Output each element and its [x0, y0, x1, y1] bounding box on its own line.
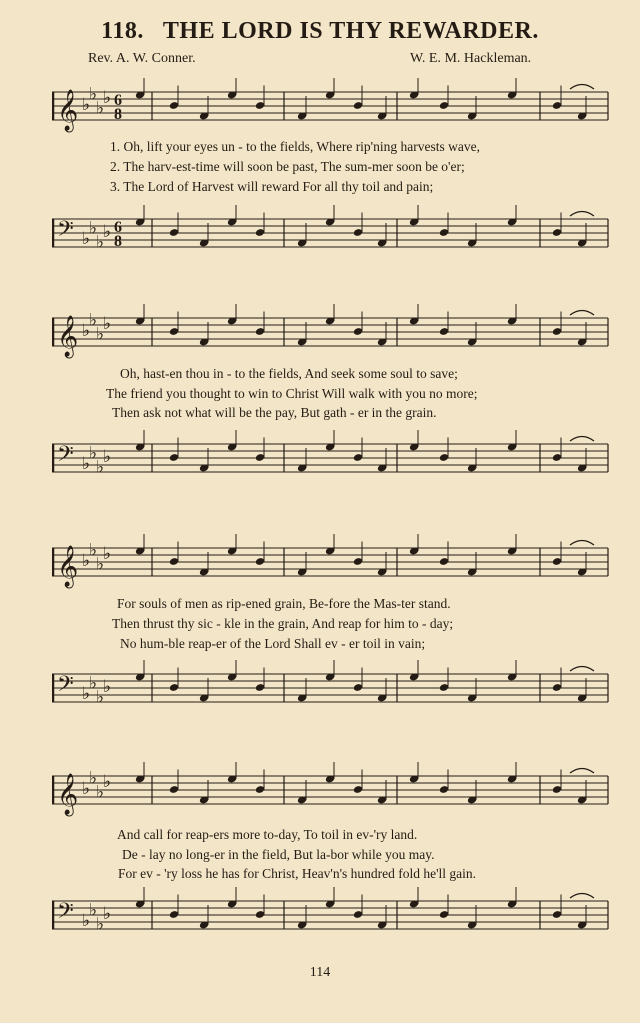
treble-clef-icon: 𝄞 [57, 316, 79, 357]
lyric-line: Then thrust thy sic - kle in the grain, And reap for him to - day; [112, 616, 454, 631]
fermata-icon [570, 311, 594, 316]
fermata-icon [570, 212, 594, 217]
lyric-line: 1. Oh, lift your eyes un - to the fields, Where rip'ning harvests wave, [110, 139, 480, 154]
flat-icon: ♭ [89, 218, 98, 239]
bass-staff [52, 205, 610, 265]
time-signature-top: 6 [114, 219, 122, 236]
flat-icon: ♭ [103, 677, 112, 697]
time-signature-bottom: 8 [114, 233, 122, 250]
lyric-line: De - lay no long-er in the field, But la-bor while you may. [122, 847, 435, 862]
flat-icon: ♭ [96, 914, 105, 935]
lyric-line: 2. The harv-est-time will soon be past, The sum-mer soon be o'er; [110, 159, 465, 174]
lyric-line: For ev - 'ry loss he has for Christ, Heav'n's hundred fold he'll gain. [118, 866, 477, 881]
treble-staff [52, 534, 610, 594]
flat-icon: ♭ [89, 540, 98, 561]
fermata-icon [570, 769, 594, 774]
flat-icon: ♭ [82, 551, 91, 571]
fermata-icon [570, 85, 594, 90]
lyric-line: The friend you thought to win to Christ Will walk with you no more; [106, 386, 478, 401]
flat-icon: ♭ [96, 782, 105, 803]
flat-icon: ♭ [82, 229, 91, 249]
bass-clef-icon: 𝄢 [57, 672, 74, 702]
flat-icon: ♭ [96, 554, 105, 575]
bass-staff [52, 660, 610, 720]
flat-icon: ♭ [103, 544, 112, 564]
fermata-icon [570, 541, 594, 546]
flat-icon: ♭ [96, 324, 105, 345]
treble-clef-icon: 𝄞 [57, 90, 79, 131]
bass-staff [52, 887, 610, 947]
lyric-line: Then ask not what will be the pay, But gath - er in the grain. [112, 405, 437, 420]
flat-icon: ♭ [103, 222, 112, 242]
bass-staff [52, 430, 610, 490]
treble-clef-icon: 𝄞 [57, 774, 79, 815]
flat-icon: ♭ [103, 88, 112, 108]
lyric-line: 3. The Lord of Harvest will reward For all thy toil and pain; [110, 179, 434, 194]
author-credit: Rev. A. W. Conner. [88, 51, 196, 66]
lyric-line: Oh, hast-en thou in - to the fields, And seek some soul to save; [120, 366, 458, 381]
time-signature-top: 6 [114, 92, 122, 109]
bass-clef-icon: 𝄢 [57, 217, 74, 247]
flat-icon: ♭ [89, 900, 98, 921]
flat-icon: ♭ [89, 310, 98, 331]
bass-clef-icon: 𝄢 [57, 442, 74, 472]
flat-icon: ♭ [82, 454, 91, 474]
flat-icon: ♭ [82, 95, 91, 115]
flat-icon: ♭ [82, 779, 91, 799]
hymn-number: 118. [101, 18, 144, 44]
flat-icon: ♭ [82, 321, 91, 341]
hymn-title-text: THE LORD IS THY REWARDER. [162, 18, 539, 44]
hymn-title [0, 18, 640, 45]
flat-icon: ♭ [82, 911, 91, 931]
flat-icon: ♭ [96, 687, 105, 708]
composer-credit: W. E. M. Hackleman. [410, 51, 532, 66]
flat-icon: ♭ [89, 443, 98, 464]
lyric-line: For souls of men as rip-ened grain, Be-fore the Mas-ter stand. [117, 596, 451, 611]
flat-icon: ♭ [89, 673, 98, 694]
page-number: 114 [309, 965, 331, 980]
flat-icon: ♭ [96, 232, 105, 253]
treble-staff [52, 304, 610, 364]
time-signature-bottom: 8 [114, 106, 122, 123]
flat-icon: ♭ [82, 684, 91, 704]
treble-staff [52, 762, 610, 822]
lyric-line: And call for reap-ers more to-day, To toil in ev-'ry land. [117, 827, 418, 842]
flat-icon: ♭ [103, 904, 112, 924]
fermata-icon [570, 667, 594, 672]
fermata-icon [570, 894, 594, 899]
flat-icon: ♭ [96, 457, 105, 478]
flat-icon: ♭ [103, 314, 112, 334]
flat-icon: ♭ [103, 447, 112, 467]
fermata-icon [570, 437, 594, 442]
flat-icon: ♭ [96, 98, 105, 119]
flat-icon: ♭ [89, 768, 98, 789]
treble-staff [52, 78, 610, 138]
bass-clef-icon: 𝄢 [57, 899, 74, 929]
lyric-line: No hum-ble reap-er of the Lord Shall ev - er toil in vain; [120, 636, 426, 651]
flat-icon: ♭ [103, 772, 112, 792]
flat-icon: ♭ [89, 84, 98, 105]
treble-clef-icon: 𝄞 [57, 546, 79, 587]
